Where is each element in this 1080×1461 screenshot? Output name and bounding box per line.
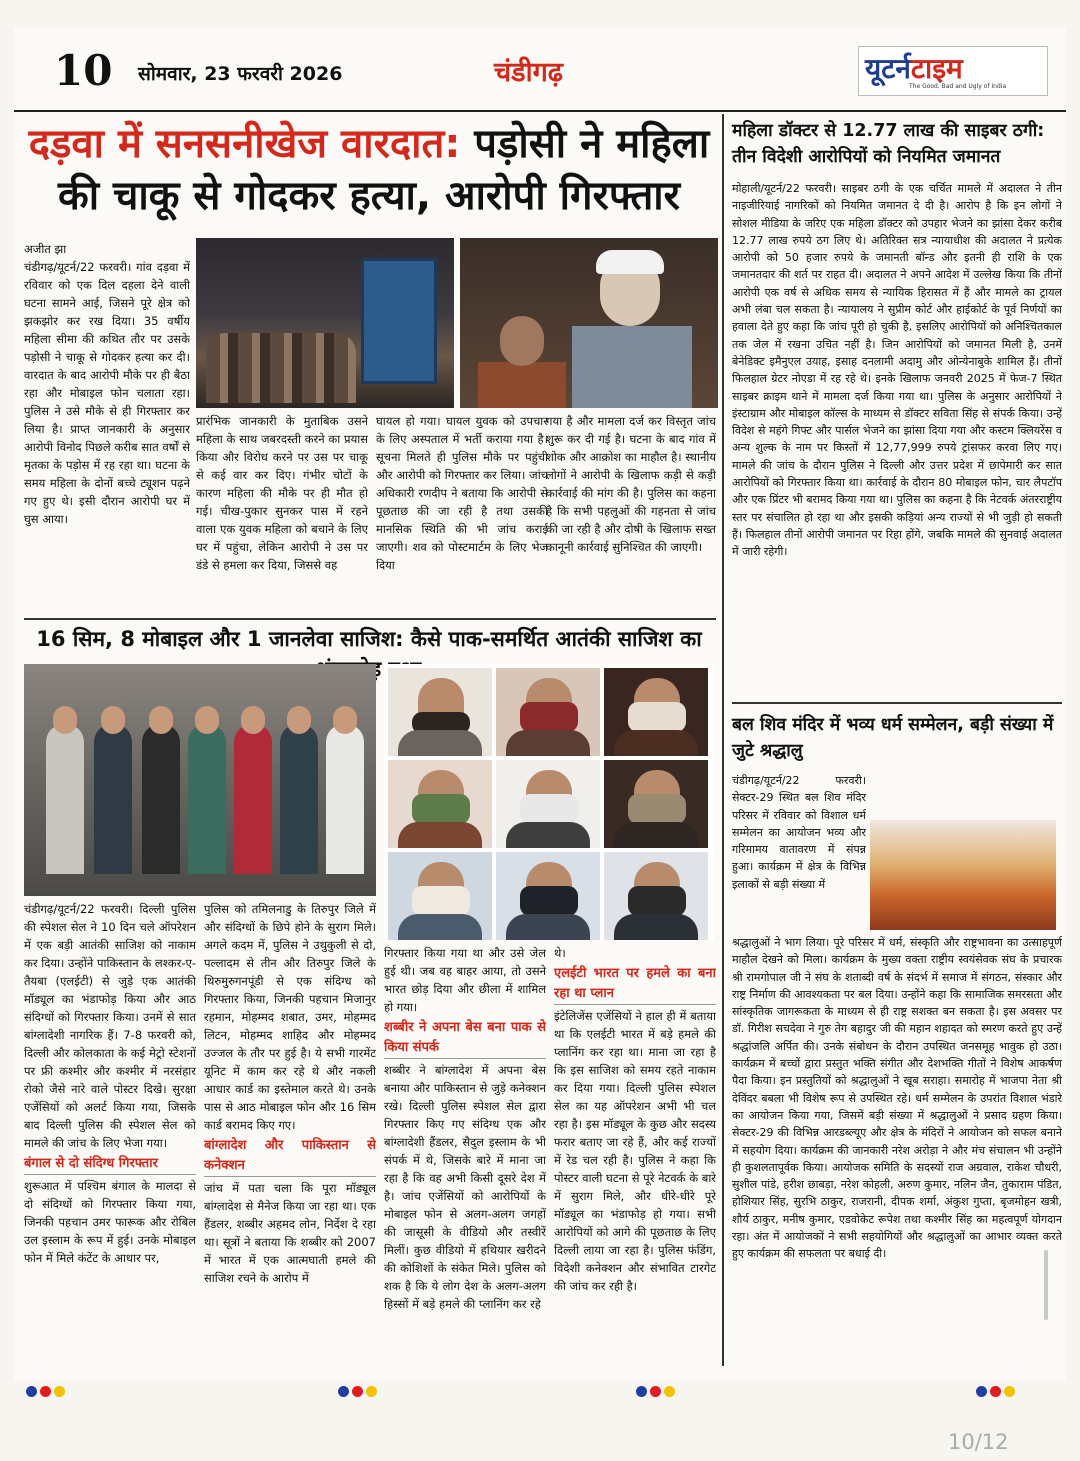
dot <box>664 1386 675 1397</box>
dot <box>366 1386 377 1397</box>
story4-photo-event <box>870 820 1056 930</box>
story2-column-3 <box>384 944 546 1380</box>
suspect-mask <box>520 794 578 824</box>
story1-column-4: गया है और मामला दर्ज कर विस्तृत जांच शुरू कर दी गई है। घटना के बाद गांव में शोक और आक्रोश का माहौल है। स्थानीय लोगों ने आरोपी के खिलाफ कड़ी से कड़ी कार्रवाई की मांग की है। पुलिस का कहना है कि सभी पहलुओं की गहनता से जांच की जा रही है और दोषी के खिलाफ सख्त कानूनी कार्रवाई सुनिश्चित की जाएगी। <box>546 414 716 554</box>
story2-column-4 <box>554 944 716 1380</box>
dot <box>990 1386 1001 1397</box>
dot <box>976 1386 987 1397</box>
suspect-mask <box>520 702 578 732</box>
suspect-body <box>506 730 590 756</box>
logo-text-blue: यूटर्न <box>865 52 911 85</box>
suspect-body <box>398 914 482 940</box>
photo-person-head <box>241 706 265 734</box>
story2-column-1 <box>24 900 196 1380</box>
dot <box>636 1386 647 1397</box>
suspect-mask <box>412 886 470 916</box>
story2-text-1b: शुरूआत में पश्चिम बंगाल के मालदा से दो संदिग्धों को गिरफ्तार किया गया, जिनकी पहचान उमर फारूक और रोबिल उल इस्लाम के रूप में हुई। उनके मोबाइल फोन में मिले कंटेंट के आधार पर, <box>24 1179 196 1265</box>
story4-body: श्रद्धालुओं ने भाग लिया। पूरे परिसर में धर्म, संस्कृति और राष्ट्रभावना का उत्साहपूर्ण माहौल देखने को मिला। कार्यक्रम के मुख्य वक्ता राष्ट्रीय स्वयंसेवक संघ के प्रचारक श्री रामगोपाल जी ने संघ के शताब्दी वर्ष के संदर्भ में समाज में संगठन, संस्कार और राष्ट्र निर्माण की आवश्यकता पर बल दिया। उन्होंने कहा कि सामाजिक समरसता और सांस्कृतिक जागरूकता के माध्यम से ही राष्ट्र सशक्त बन सकता है। इस अवसर पर डॉ. गिरीश सचदेवा ने गुरु तेग बहादुर जी की महान शहादत को स्मरण करते हुए उन्हें श्रद्धांजलि अर्पित की। उनके संबोधन के दौरान उपस्थित जनसमूह भावुक हो उठा। कार्यक्रम में बच्चों द्वारा प्रस्तुत भक्ति संगीत और देशभक्ति गीतों ने विशेष आकर्षण पैदा किया। इन प्रस्तुतियों को श्रद्धालुओं ने खूब सराहा। समारोह में भाजपा नेता श्री देविंदर बबला भी विशेष रूप से उपस्थित रहे। धर्म सम्मेलन के उपरांत विशाल भंडारे का आयोजन किया गया, जिसमें बड़ी संख्या में श्रद्धालुओं ने प्रसाद ग्रहण किया। सेक्टर-29 की विभिन्न आरडब्ल्यूए और क्षेत्र के मंदिरों ने आयोजन को सफल बनाने में सहयोग दिया। कार्यक्रम की जानकारी नरेश अरोड़ा ने और मंच संचालन भी उन्होंने ही कुशलतापूर्वक किया। आयोजक समिति के सदस्यों राज अग्रवाल, राकेश चौधरी, सुशील पांडे, हरीश छाबड़ा, नरेश कोहली, अरुण कुमार, नलिन जैन, तुकाराम पंडित, होशियार सिंह, सुरभि ठाकुर, राजरानी, दीपक शर्मा, अंकुश गुप्ता, बृजमोहन खत्री, शौर्य ठाकुर, मनीष कुमार, एडवोकेट रूपेश तथा कश्मीर सिंह का महत्वपूर्ण योगदान रहा। अंत में आयोजकों ने सभी सहयोगियों और श्रद्धालुओं का आभार व्यक्त करते हुए कार्यक्रम की सफलता पर बधाई दी। <box>732 936 1062 1261</box>
story2-column-2 <box>204 900 376 1380</box>
story1-column-1 <box>24 240 190 612</box>
story1-text-1: चंडीगढ़/यूटर्न/22 फरवरी। गांव दड़वा में रविवार को एक दिल दहला देने वाली घटना सामने आई, जिसने पूरे क्षेत्र को झकझोर कर रख दिया। 35 वर्षीय महिला सीमा की कथित तौर पर उसके पड़ोसी ने चाकू से गोदकर हत्या कर दी। वारदात के बाद आरोपी मौके पर ही बैठा रहा और मोबाइल फोन चलाता रहा। पुलिस ने उसे मौके से ही गिरफ्तार कर लिया है। प्राप्त जानकारी के अनुसार आरोपी विनोद पिछले करीब सात वर्षों से मृतका के पड़ोस में रह रहा था। घटना के समय महिला के दोनों बच्चे ट्यूशन पढ़ने गए हुए थे। इसी दौरान आरोपी घर में घुस आया। <box>24 260 190 526</box>
dot <box>650 1386 661 1397</box>
suspect-body <box>398 730 482 756</box>
suspect-photo <box>496 852 600 940</box>
newspaper-page <box>14 28 1066 1380</box>
photo-crowd <box>206 333 356 403</box>
masthead <box>14 28 1066 112</box>
story2-text-2: पुलिस को तमिलनाडु के तिरुपुर जिले में और संदिग्धों के छिपे होने के सुराग मिले। अगले कदम में, पुलिस ने उथुकुली से दो, पल्लादम से तीन और तिरुपुर जिले के थिरुमुरुगनपूंडी से एक संदिग्ध को गिरफ्तार किया, जिनकी पहचान मिजानुर रहमान, मोहम्मद शबात, उमर, मोहम्मद लिटन, मोहम्मद शाहिद और मोहम्मद उज्जल के तौर पर हुई है। ये सभी गारमेंट यूनिट में काम कर रहे थे और नकली आधार कार्ड का इस्तेमाल करते थे। उनके पास से आठ मोबाइल फोन और 16 सिम कार्ड बरामद किए गए। <box>204 902 376 1132</box>
divider <box>732 702 1062 704</box>
suspect-body <box>614 914 698 940</box>
story2-text-4: थे। <box>554 946 566 960</box>
story1-headline-part1: पड़ोसी ने महिला <box>460 121 710 167</box>
photo-person-head <box>53 706 77 734</box>
dot <box>54 1386 65 1397</box>
photo-person-head <box>287 706 311 734</box>
photo-person <box>188 724 226 874</box>
story2-text-1: चंडीगढ़/यूटर्न/22 फरवरी। दिल्ली पुलिस की स्पेशल सेल ने 10 दिन चले ऑपरेशन में एक बड़ी आतंकी साजिश को नाकाम कर दिया। उन्होंने पाकिस्तान के लश्कर-ए-तैयबा (एलईटी) से जुड़े एक आतंकी मॉड्यूल का भंडाफोड़ किया और आठ संदिग्धों को गिरफ्तार किया। उनमें से सात बांग्लादेशी नागरिक हैं। 7-8 फरवरी को, दिल्ली और कोलकाता के कई मेट्रो स्टेशनों पर फ्री कश्मीर और कश्मीर में नरसंहार रोको जैसे नारे वाले पोस्टर दिखे। सुरक्षा एजेंसियों को अलर्ट किया गया, जिसके बाद दिल्ली पुलिस की स्पेशल सेल को मामले की जांच के लिए भेजा गया। <box>24 902 196 1150</box>
suspect-photo <box>388 668 492 756</box>
story2-photo-suspects-grid <box>384 664 714 940</box>
photo-person-head <box>149 706 173 734</box>
story1-headline <box>24 118 714 222</box>
suspect-body <box>506 914 590 940</box>
logo-text-red: टाइम <box>910 52 963 85</box>
logo-tagline: The Good, Bad and Ugly of India <box>909 83 1007 90</box>
photo-person <box>142 724 180 874</box>
story1-column-3: घायल हो गया। घायल युवक को उपचार के लिए अस्पताल में भर्ती कराया गया है। सूचना मिलते ही पुलिस मौके पर पहुंची और आरोपी को गिरफ्तार कर लिया। जांच अधिकारी रणदीप ने बताया कि आरोपी से पूछताछ की जा रही है तथा उसकी मानसिक स्थिति की भी जांच कराई जाएगी। शव को पोस्टमार्टम के लिए भेज दिया <box>376 414 548 572</box>
suspect-body <box>398 822 482 848</box>
divider <box>24 618 716 620</box>
photo-person <box>326 724 364 874</box>
dot <box>1004 1386 1015 1397</box>
page-number: 10 <box>54 46 113 95</box>
story2-text-2b: जांच में पता चला कि पूरा मॉड्यूल बांग्लादेश से मैनेज किया जा रहा था। एक हैंडलर, शब्बीर अहमद लोन, निर्देश दे रहा था। सूत्रों ने बताया कि शब्बीर को 2007 में भारत में एक आत्मघाती हमले की साजिश रचने के आरोप में <box>204 1181 376 1285</box>
story1-headline-red: दड़वा में सनसनीखेज वारदात: <box>28 121 461 167</box>
suspect-photo <box>604 668 708 756</box>
story1-photo-injured-man <box>460 238 718 408</box>
suspect-photo <box>604 852 708 940</box>
story2-photo-arrest <box>24 664 376 896</box>
column-divider <box>722 114 724 1366</box>
story2-text-3: गिरफ्तार किया गया था और उसे जेल हुई थी। जब वह बाहर आया, तो उसने भारत छोड़ दिया और छीला में शामिल हो गया। <box>384 946 546 1014</box>
footer-dots-right <box>976 1382 1018 1394</box>
suspect-photo <box>388 760 492 848</box>
story2-headline: 16 सिम, 8 मोबाइल और 1 जानलेवा साजिश: कैसे पाक-समर्थित आतंकी साजिश का <box>36 627 702 651</box>
story4-headline: बल शिव मंदिर में भव्य धर्म सम्मेलन, बड़ी संख्या में जुटे श्रद्धालु <box>732 715 1054 761</box>
story3-body: मोहाली/यूटर्न/22 फरवरी। साइबर ठगी के एक चर्चित मामले में अदालत ने तीन नाइजीरियाई नागरिकों को नियमित जमानत दे दी है। आरोप है कि इन लोगों ने सोशल मीडिया के जरिए एक महिला डॉक्टर को उपहार भेजने का झांसा देकर करीब 12.77 लाख रुपये ठग लिए थे। अतिरिक्त सत्र न्यायाधीश की अदालत ने प्रत्येक आरोपी को 50 हजार रुपये के जमानती बॉन्ड और इतनी ही राशि के एक जमानतदार की शर्त पर राहत दी। अदालत ने अपने आदेश में उल्लेख किया कि तीनों आरोपी एक वर्ष से अधिक समय से न्यायिक हिरासत में हैं और मामले का ट्रायल अभी लंबा चल सकता है। न्यायालय ने सुप्रीम कोर्ट और हाईकोर्ट के पूर्व निर्णयों का हवाला देते हुए कहा कि जांच पूरी हो चुकी है, इसलिए आरोपियों को अनिश्चितकाल तक जेल में रखना उचित नहीं है। जिन आरोपियों को जमानत मिली है, उनमें बेनेडिक्ट इमैनुएल उयाह, इसाह दनलामी अदामु और ओन्येनाबुके शामिल हैं। तीनों फिलहाल ग्रेटर नोएडा में रह रहे थे। इनके खिलाफ जनवरी 2025 में फेज-7 स्थित साइबर क्राइम थाने में मामला दर्ज किया गया था। पुलिस के अनुसार आरोपियों ने इंस्टाग्राम और मोबाइल कॉल्स के माध्यम से डॉक्टर सविता सिंह से संपर्क किया। उन्हें विदेश से महंगे गिफ्ट और पार्सल भेजने का झांसा दिया गया और कस्टम क्लियरेंस व अन्य शुल्क के नाम पर किस्तों में 12,77,999 रुपये ट्रांसफर करवा लिए गए। मामले की जांच के दौरान पुलिस ने दिल्ली और उत्तर प्रदेश में छापेमारी कर सात आरोपियों को गिरफ्तार किया था। कार्रवाई के दौरान 80 मोबाइल फोन, चार लैपटॉप और एक प्रिंटर भी बरामद किया गया था। पुलिस का कहना है कि नेटवर्क अंतरराष्ट्रीय स्तर पर संचालित हो रहा था और इसकी कड़ियां अन्य राज्यों से भी जुड़ी हो सकती हैं। फिलहाल तीनों आरोपी जमानत पर रिहा होंगे, जबकि मामले की सुनवाई अदालत में जारी रहेगी। <box>732 182 1062 559</box>
suspect-body <box>506 822 590 848</box>
suspect-photo <box>496 760 600 848</box>
newspaper-logo <box>858 46 1048 96</box>
suspect-mask <box>520 886 578 916</box>
photo-door <box>361 258 437 384</box>
story2-subhead-4: एलईटी भारत पर हमले का बना रहा था प्लान <box>554 964 716 1005</box>
suspect-photo <box>496 668 600 756</box>
footer-dots-center-right <box>636 1382 678 1394</box>
photo-woman-body <box>478 362 566 408</box>
photo-person-head <box>101 706 125 734</box>
dot <box>26 1386 37 1397</box>
dot <box>352 1386 363 1397</box>
suspect-photo <box>388 852 492 940</box>
issue-date: सोमवार, 23 फरवरी 2026 <box>138 63 343 85</box>
story2-subhead-3: शब्बीर ने अपना बेस बना पाक से किया संपर्क <box>384 1018 546 1059</box>
photo-man-body <box>572 326 692 408</box>
story1-photo-crowd <box>196 238 454 408</box>
dot <box>338 1386 349 1397</box>
story1-column-2: प्रारंभिक जानकारी के मुताबिक उसने महिला के साथ जबरदस्ती करने का प्रयास किया और विरोध करने पर उस पर चाकू से कई वार कर दिए। गंभीर चोटों के कारण महिला की मौके पर ही मौत हो गई। चीख-पुकार सुनकर पास में रहने वाला एक युवक महिला को बचाने के लिए घर में पहुंचा, लेकिन आरोपी ने उस पर डंडे से हमला कर दिया, जिससे वह <box>196 414 368 572</box>
story1-headline-part2: की चाकू से गोदकर हत्या, आरोपी गिरफ्तार <box>58 173 680 219</box>
footer-dots-left <box>26 1382 68 1394</box>
suspect-mask <box>628 794 686 824</box>
suspect-photo <box>604 760 708 848</box>
suspect-body <box>614 730 698 756</box>
photo-person <box>280 724 318 874</box>
photo-woman-face <box>500 316 544 366</box>
photo-person-head <box>333 706 357 734</box>
story2-subhead-1: बंगाल से दो संदिग्ध गिरफ्तार <box>24 1154 196 1175</box>
photo-person-head <box>195 706 219 734</box>
suspect-mask <box>412 794 470 824</box>
photo-person <box>94 724 132 874</box>
suspect-mask <box>628 702 686 732</box>
story2-text-3b: शब्बीर ने बांग्लादेश में अपना बेस बनाया और पाकिस्तान से जुड़े कनेक्शन रखे। दिल्ली पुलिस स्पेशल सेल द्वारा गिरफ्तार किए गए संदिग्ध एक और बांग्लादेशी हैंडलर, सैदुल इस्लाम के भी संपर्क में थे, जिसके बारे में माना जा रहा है कि वह अभी किसी दूसरे देश में है। जांच एजेंसियों को आरोपियों के मोबाइल फोन से अलग-अलग जगहों की जासूसी के वीडियो और तस्वीरें मिलीं। कुछ वीडियो में हथियार खरीदने की कोशिशों के संकेत मिले। पुलिस को शक है कि ये लोग देश के अलग-अलग हिस्सों में बड़े हमले की प्लानिंग कर रहे <box>384 1063 546 1311</box>
photo-bandage <box>596 250 664 274</box>
suspect-mask <box>628 886 686 916</box>
story2-text-4b: इंटेलिजेंस एजेंसियों ने हाल ही में बताया था कि एलईटी भारत में बड़े हमले की प्लानिंग कर रहा था। माना जा रहा है कि इस साजिश को समय रहते नाकाम कर दिया गया। दिल्ली पुलिस स्पेशल सेल का यह ऑपरेशन अभी भी चल रहा है। इस मॉड्यूल के कुछ और सदस्य फरार बताए जा रहे हैं, और कई राज्यों में रेड चल रही है। पुलिस ने कहा कि पोस्टर वाली घटना से पूरे नेटवर्क के बारे में सुराग मिले, और धीरे-धीरे पूरे मॉड्यूल का भंडाफोड़ हो गया। सभी आरोपियों को आगे की पूछताछ के लिए दिल्ली लाया जा रहा है। पुलिस फंडिंग, विदेशी कनेक्शन और संभावित टारगेट की जांच कर रही है। <box>554 1009 716 1293</box>
story4-lead: चंडीगढ़/यूटर्न/22 फरवरी। सेक्टर-29 स्थित बल शिव मंदिर परिसर में रविवार को विशाल धर्म सम्मेलन का आयोजन भव्य और गरिमामय वातावरण में संपन्न हुआ। कार्यक्रम में क्षेत्र के विभिन्न इलाकों से बड़ी संख्या में <box>732 774 866 891</box>
page-indicator: 10/12 <box>948 1430 1009 1454</box>
scrollbar[interactable] <box>1044 1250 1048 1320</box>
suspect-body <box>614 822 698 848</box>
section-city: चंडीगढ़ <box>494 57 563 88</box>
photo-person <box>46 724 84 874</box>
story1-byline: अजीत झा <box>24 242 67 256</box>
photo-person <box>234 724 272 874</box>
dot <box>40 1386 51 1397</box>
story3-headline: महिला डॉक्टर से 12.77 लाख की साइबर ठगी: तीन विदेशी आरोपियों को नियमित जमानत <box>732 121 1045 167</box>
footer-dots-center <box>338 1382 380 1394</box>
story2-subhead-2: बांग्लादेश और पाकिस्तान से कनेक्शन <box>204 1136 376 1177</box>
